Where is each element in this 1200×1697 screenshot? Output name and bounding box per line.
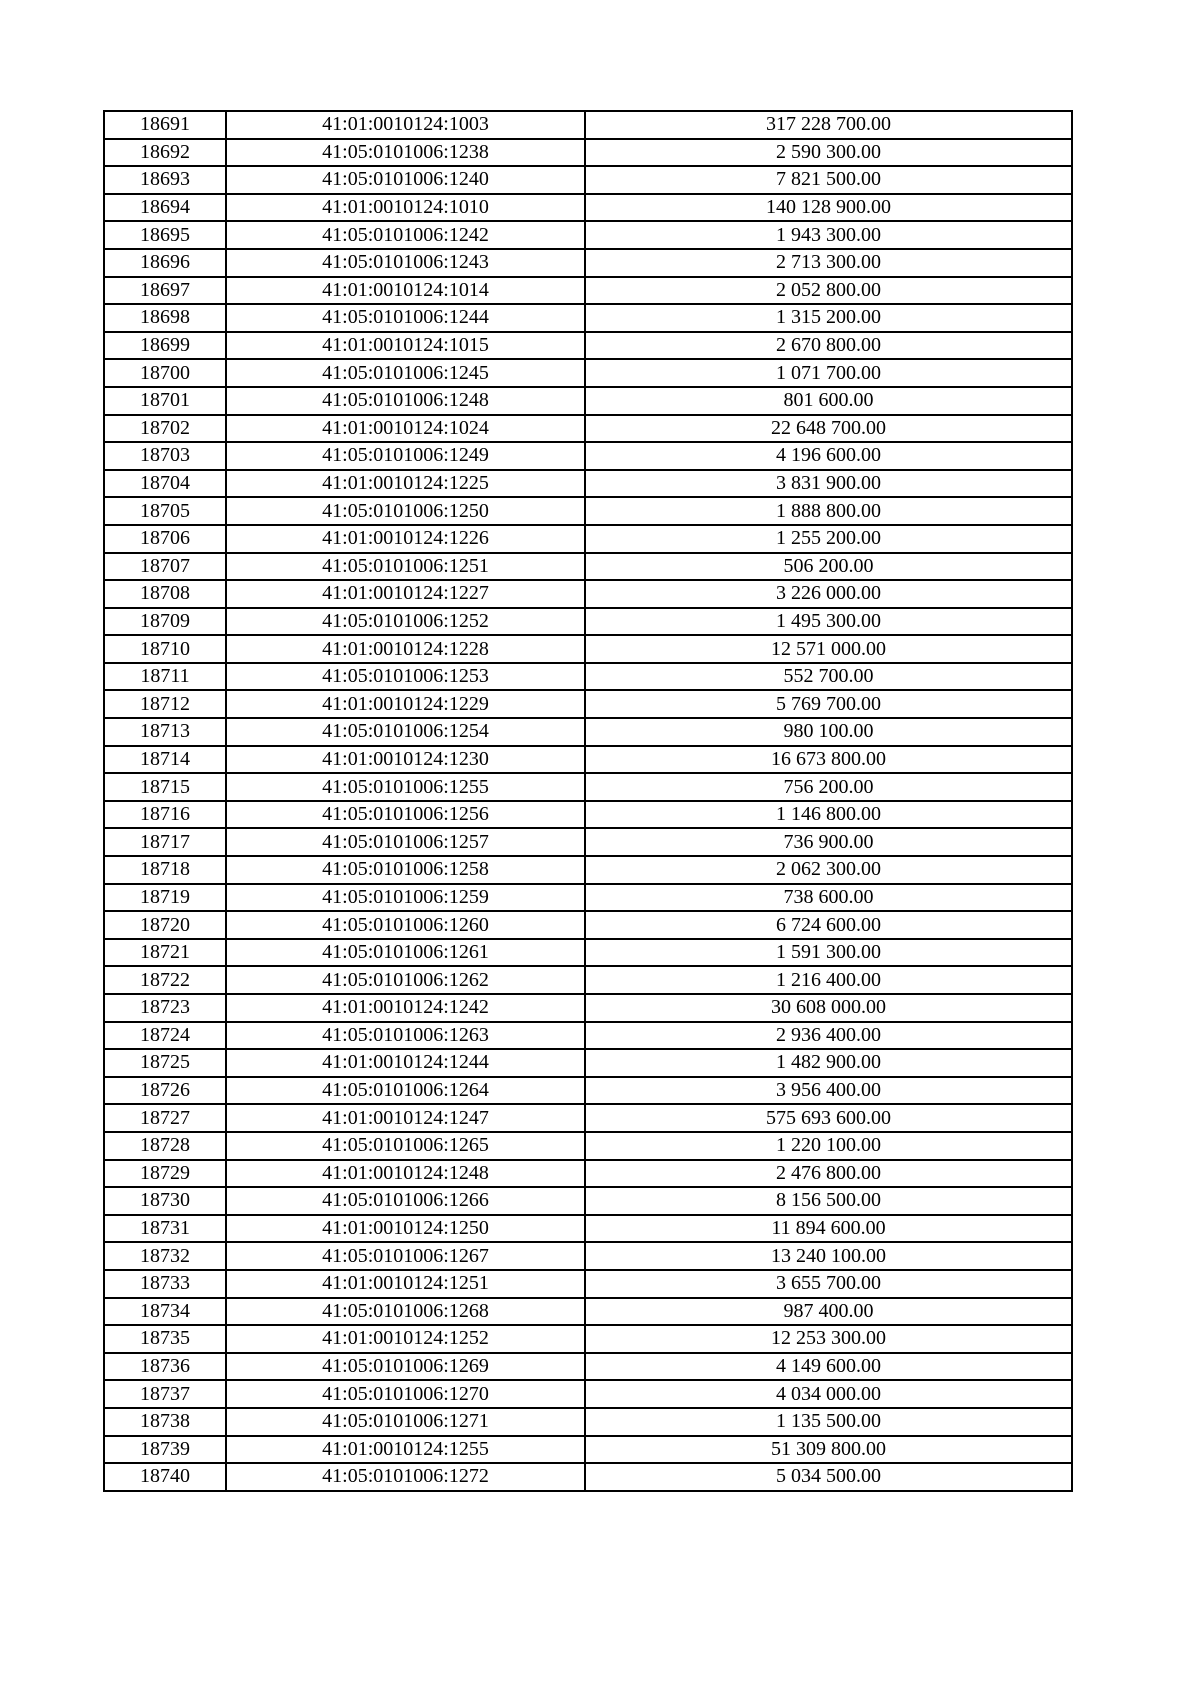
cadastral-number-cell: 41:05:0101006:1270 — [226, 1380, 585, 1408]
row-number-cell: 18734 — [104, 1298, 226, 1326]
cadastral-number-cell: 41:05:0101006:1269 — [226, 1353, 585, 1381]
cadastral-value-cell: 3 831 900.00 — [585, 470, 1072, 498]
cadastral-value-cell: 11 894 600.00 — [585, 1215, 1072, 1243]
cadastral-number-cell: 41:01:0010124:1226 — [226, 525, 585, 553]
cadastral-value-cell: 1 255 200.00 — [585, 525, 1072, 553]
row-number-cell: 18708 — [104, 580, 226, 608]
cadastral-value-cell: 987 400.00 — [585, 1298, 1072, 1326]
table-row — [104, 746, 1072, 774]
cadastral-value-cell: 2 713 300.00 — [585, 249, 1072, 277]
table-row — [104, 635, 1072, 663]
cadastral-number-cell: 41:05:0101006:1240 — [226, 166, 585, 194]
table-row — [104, 773, 1072, 801]
table-row — [104, 994, 1072, 1022]
cadastral-value-cell: 12 253 300.00 — [585, 1325, 1072, 1353]
cadastral-number-cell: 41:05:0101006:1259 — [226, 884, 585, 912]
table-row — [104, 553, 1072, 581]
row-number-cell: 18693 — [104, 166, 226, 194]
cadastral-number-cell: 41:01:0010124:1248 — [226, 1160, 585, 1188]
row-number-cell: 18728 — [104, 1132, 226, 1160]
table-row — [104, 1022, 1072, 1050]
cadastral-number-cell: 41:05:0101006:1266 — [226, 1187, 585, 1215]
cadastral-number-cell: 41:05:0101006:1256 — [226, 801, 585, 829]
table-row — [104, 277, 1072, 305]
cadastral-number-cell: 41:01:0010124:1251 — [226, 1270, 585, 1298]
table-row — [104, 580, 1072, 608]
table-row — [104, 332, 1072, 360]
table-row — [104, 1408, 1072, 1436]
cadastral-value-cell: 1 495 300.00 — [585, 608, 1072, 636]
cadastral-number-cell: 41:01:0010124:1252 — [226, 1325, 585, 1353]
row-number-cell: 18714 — [104, 746, 226, 774]
table-row — [104, 470, 1072, 498]
table-row — [104, 1160, 1072, 1188]
cadastral-value-cell: 756 200.00 — [585, 773, 1072, 801]
cadastral-value-cell: 30 608 000.00 — [585, 994, 1072, 1022]
table-body — [104, 111, 1072, 1491]
cadastral-value-cell: 552 700.00 — [585, 663, 1072, 691]
cadastral-value-cell: 2 476 800.00 — [585, 1160, 1072, 1188]
table-row — [104, 1270, 1072, 1298]
cadastral-number-cell: 41:01:0010124:1255 — [226, 1436, 585, 1464]
cadastral-value-cell: 51 309 800.00 — [585, 1436, 1072, 1464]
cadastral-number-cell: 41:05:0101006:1254 — [226, 718, 585, 746]
table-row — [104, 966, 1072, 994]
cadastral-value-cell: 736 900.00 — [585, 828, 1072, 856]
table-row — [104, 1132, 1072, 1160]
cadastral-value-cell: 3 956 400.00 — [585, 1077, 1072, 1105]
row-number-cell: 18716 — [104, 801, 226, 829]
table-row — [104, 663, 1072, 691]
row-number-cell: 18704 — [104, 470, 226, 498]
cadastral-number-cell: 41:05:0101006:1263 — [226, 1022, 585, 1050]
cadastral-number-cell: 41:01:0010124:1242 — [226, 994, 585, 1022]
table-row — [104, 884, 1072, 912]
cadastral-number-cell: 41:05:0101006:1244 — [226, 304, 585, 332]
row-number-cell: 18712 — [104, 690, 226, 718]
table-row — [104, 690, 1072, 718]
row-number-cell: 18723 — [104, 994, 226, 1022]
row-number-cell: 18703 — [104, 442, 226, 470]
row-number-cell: 18705 — [104, 497, 226, 525]
row-number-cell: 18719 — [104, 884, 226, 912]
cadastral-number-cell: 41:05:0101006:1242 — [226, 221, 585, 249]
table-row — [104, 1242, 1072, 1270]
cadastral-number-cell: 41:05:0101006:1251 — [226, 553, 585, 581]
cadastral-value-table — [103, 110, 1073, 1492]
row-number-cell: 18731 — [104, 1215, 226, 1243]
cadastral-value-cell: 5 034 500.00 — [585, 1463, 1072, 1491]
row-number-cell: 18691 — [104, 111, 226, 139]
row-number-cell: 18725 — [104, 1049, 226, 1077]
row-number-cell: 18710 — [104, 635, 226, 663]
row-number-cell: 18729 — [104, 1160, 226, 1188]
table-row — [104, 1049, 1072, 1077]
row-number-cell: 18692 — [104, 139, 226, 167]
row-number-cell: 18730 — [104, 1187, 226, 1215]
row-number-cell: 18709 — [104, 608, 226, 636]
row-number-cell: 18721 — [104, 939, 226, 967]
cadastral-value-cell: 801 600.00 — [585, 387, 1072, 415]
cadastral-value-cell: 317 228 700.00 — [585, 111, 1072, 139]
row-number-cell: 18733 — [104, 1270, 226, 1298]
table-row — [104, 442, 1072, 470]
cadastral-number-cell: 41:01:0010124:1015 — [226, 332, 585, 360]
cadastral-value-cell: 1 071 700.00 — [585, 359, 1072, 387]
cadastral-value-cell: 2 670 800.00 — [585, 332, 1072, 360]
cadastral-number-cell: 41:05:0101006:1262 — [226, 966, 585, 994]
table-row — [104, 801, 1072, 829]
cadastral-value-cell: 22 648 700.00 — [585, 415, 1072, 443]
row-number-cell: 18702 — [104, 415, 226, 443]
cadastral-value-cell: 3 226 000.00 — [585, 580, 1072, 608]
cadastral-number-cell: 41:05:0101006:1265 — [226, 1132, 585, 1160]
cadastral-number-cell: 41:05:0101006:1252 — [226, 608, 585, 636]
cadastral-value-cell: 1 135 500.00 — [585, 1408, 1072, 1436]
cadastral-value-cell: 3 655 700.00 — [585, 1270, 1072, 1298]
table-row — [104, 249, 1072, 277]
row-number-cell: 18696 — [104, 249, 226, 277]
cadastral-value-cell: 2 062 300.00 — [585, 856, 1072, 884]
row-number-cell: 18724 — [104, 1022, 226, 1050]
table-row — [104, 911, 1072, 939]
table-row — [104, 718, 1072, 746]
cadastral-number-cell: 41:05:0101006:1271 — [226, 1408, 585, 1436]
cadastral-value-cell: 1 888 800.00 — [585, 497, 1072, 525]
row-number-cell: 18706 — [104, 525, 226, 553]
cadastral-number-cell: 41:05:0101006:1264 — [226, 1077, 585, 1105]
table-row — [104, 828, 1072, 856]
table-row — [104, 856, 1072, 884]
table-row — [104, 166, 1072, 194]
table-row — [104, 304, 1072, 332]
row-number-cell: 18722 — [104, 966, 226, 994]
table-row — [104, 387, 1072, 415]
cadastral-value-cell: 7 821 500.00 — [585, 166, 1072, 194]
table-row — [104, 1380, 1072, 1408]
table-row — [104, 194, 1072, 222]
cadastral-value-cell: 1 943 300.00 — [585, 221, 1072, 249]
row-number-cell: 18739 — [104, 1436, 226, 1464]
cadastral-number-cell: 41:01:0010124:1247 — [226, 1104, 585, 1132]
row-number-cell: 18718 — [104, 856, 226, 884]
cadastral-value-cell: 4 196 600.00 — [585, 442, 1072, 470]
row-number-cell: 18711 — [104, 663, 226, 691]
row-number-cell: 18697 — [104, 277, 226, 305]
cadastral-number-cell: 41:05:0101006:1258 — [226, 856, 585, 884]
row-number-cell: 18740 — [104, 1463, 226, 1491]
cadastral-value-cell: 8 156 500.00 — [585, 1187, 1072, 1215]
row-number-cell: 18735 — [104, 1325, 226, 1353]
cadastral-value-cell: 1 591 300.00 — [585, 939, 1072, 967]
cadastral-number-cell: 41:01:0010124:1228 — [226, 635, 585, 663]
cadastral-value-cell: 5 769 700.00 — [585, 690, 1072, 718]
table-row — [104, 111, 1072, 139]
cadastral-number-cell: 41:01:0010124:1250 — [226, 1215, 585, 1243]
cadastral-value-cell: 2 052 800.00 — [585, 277, 1072, 305]
table-row — [104, 139, 1072, 167]
table-row — [104, 1463, 1072, 1491]
cadastral-number-cell: 41:05:0101006:1261 — [226, 939, 585, 967]
row-number-cell: 18732 — [104, 1242, 226, 1270]
cadastral-value-cell: 13 240 100.00 — [585, 1242, 1072, 1270]
row-number-cell: 18737 — [104, 1380, 226, 1408]
table-row — [104, 221, 1072, 249]
cadastral-value-cell: 1 315 200.00 — [585, 304, 1072, 332]
cadastral-number-cell: 41:05:0101006:1272 — [226, 1463, 585, 1491]
cadastral-value-cell: 1 146 800.00 — [585, 801, 1072, 829]
row-number-cell: 18720 — [104, 911, 226, 939]
cadastral-value-cell: 12 571 000.00 — [585, 635, 1072, 663]
cadastral-number-cell: 41:01:0010124:1244 — [226, 1049, 585, 1077]
row-number-cell: 18698 — [104, 304, 226, 332]
table-row — [104, 1436, 1072, 1464]
cadastral-value-cell: 140 128 900.00 — [585, 194, 1072, 222]
cadastral-value-cell: 6 724 600.00 — [585, 911, 1072, 939]
row-number-cell: 18738 — [104, 1408, 226, 1436]
cadastral-value-cell: 1 220 100.00 — [585, 1132, 1072, 1160]
cadastral-value-cell: 1 482 900.00 — [585, 1049, 1072, 1077]
cadastral-number-cell: 41:05:0101006:1255 — [226, 773, 585, 801]
row-number-cell: 18694 — [104, 194, 226, 222]
cadastral-number-cell: 41:05:0101006:1243 — [226, 249, 585, 277]
cadastral-value-cell: 2 590 300.00 — [585, 139, 1072, 167]
cadastral-number-cell: 41:01:0010124:1003 — [226, 111, 585, 139]
row-number-cell: 18707 — [104, 553, 226, 581]
cadastral-number-cell: 41:01:0010124:1230 — [226, 746, 585, 774]
cadastral-number-cell: 41:05:0101006:1260 — [226, 911, 585, 939]
cadastral-value-cell: 1 216 400.00 — [585, 966, 1072, 994]
row-number-cell: 18717 — [104, 828, 226, 856]
table-row — [104, 1298, 1072, 1326]
cadastral-value-cell: 16 673 800.00 — [585, 746, 1072, 774]
row-number-cell: 18715 — [104, 773, 226, 801]
cadastral-number-cell: 41:01:0010124:1014 — [226, 277, 585, 305]
table-row — [104, 1353, 1072, 1381]
row-number-cell: 18713 — [104, 718, 226, 746]
cadastral-number-cell: 41:01:0010124:1229 — [226, 690, 585, 718]
row-number-cell: 18701 — [104, 387, 226, 415]
table-row — [104, 1104, 1072, 1132]
cadastral-value-cell: 4 149 600.00 — [585, 1353, 1072, 1381]
cadastral-number-cell: 41:01:0010124:1010 — [226, 194, 585, 222]
table-row — [104, 525, 1072, 553]
cadastral-number-cell: 41:01:0010124:1227 — [226, 580, 585, 608]
table-row — [104, 1077, 1072, 1105]
cadastral-number-cell: 41:05:0101006:1249 — [226, 442, 585, 470]
row-number-cell: 18695 — [104, 221, 226, 249]
cadastral-number-cell: 41:05:0101006:1268 — [226, 1298, 585, 1326]
cadastral-number-cell: 41:05:0101006:1253 — [226, 663, 585, 691]
table-row — [104, 1325, 1072, 1353]
table-row — [104, 608, 1072, 636]
row-number-cell: 18727 — [104, 1104, 226, 1132]
cadastral-number-cell: 41:05:0101006:1248 — [226, 387, 585, 415]
cadastral-number-cell: 41:01:0010124:1024 — [226, 415, 585, 443]
cadastral-value-cell: 506 200.00 — [585, 553, 1072, 581]
table-row — [104, 497, 1072, 525]
cadastral-number-cell: 41:05:0101006:1267 — [226, 1242, 585, 1270]
row-number-cell: 18699 — [104, 332, 226, 360]
cadastral-number-cell: 41:05:0101006:1257 — [226, 828, 585, 856]
row-number-cell: 18726 — [104, 1077, 226, 1105]
cadastral-number-cell: 41:05:0101006:1238 — [226, 139, 585, 167]
table-row — [104, 939, 1072, 967]
cadastral-value-cell: 738 600.00 — [585, 884, 1072, 912]
cadastral-value-cell: 2 936 400.00 — [585, 1022, 1072, 1050]
cadastral-number-cell: 41:01:0010124:1225 — [226, 470, 585, 498]
row-number-cell: 18700 — [104, 359, 226, 387]
cadastral-value-cell: 575 693 600.00 — [585, 1104, 1072, 1132]
table-row — [104, 1187, 1072, 1215]
table-row — [104, 415, 1072, 443]
cadastral-number-cell: 41:05:0101006:1245 — [226, 359, 585, 387]
cadastral-number-cell: 41:05:0101006:1250 — [226, 497, 585, 525]
row-number-cell: 18736 — [104, 1353, 226, 1381]
table-row — [104, 359, 1072, 387]
cadastral-value-cell: 980 100.00 — [585, 718, 1072, 746]
table-row — [104, 1215, 1072, 1243]
cadastral-value-cell: 4 034 000.00 — [585, 1380, 1072, 1408]
